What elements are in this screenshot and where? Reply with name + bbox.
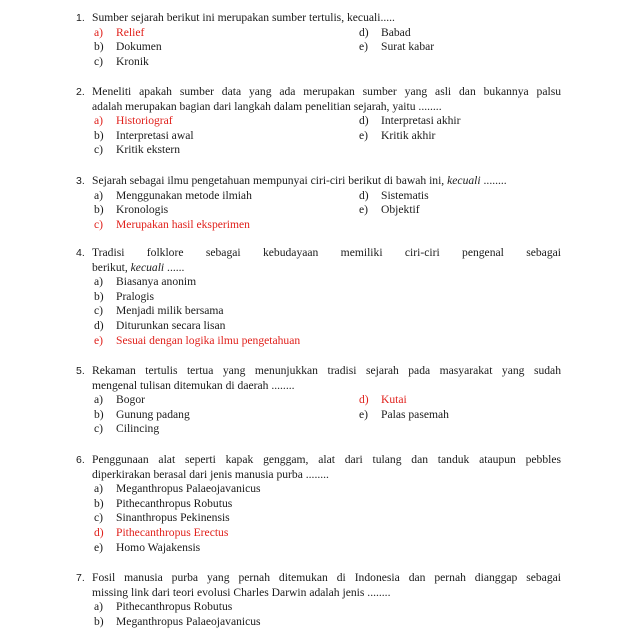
option-b: b) Meganthropus Palaeojavanicus xyxy=(94,614,261,628)
question-text-line-2: diperkirakan berasal dari jenis manusia purba ........ xyxy=(92,467,329,481)
question-text-line-1: Penggunaan alat seperti kapak genggam, alat dari tulang dan tanduk ataupun pebbles xyxy=(92,453,561,466)
question-text-line-2: adalah merupakan bagian dari langkah dalam penelitian sejarah, yaitu ........ xyxy=(92,99,442,113)
question-text-line-1: Rekaman tertulis tertua yang menunjukkan tradisi sejarah pada masyarakat yang sudah xyxy=(92,364,561,377)
options xyxy=(94,393,561,437)
option-d: d) Diturunkan secara lisan xyxy=(94,318,226,332)
options xyxy=(94,600,561,629)
option-c: c) Cilincing xyxy=(94,422,160,436)
option-b: b) Kronologis xyxy=(94,203,169,217)
question-number: 6. xyxy=(76,454,85,466)
option-c: c) Sinanthropus Pekinensis xyxy=(94,511,230,525)
question-text-line-2: berikut, kecuali ...... xyxy=(92,260,185,274)
question-number: 4. xyxy=(76,247,85,259)
question-text-line-2: mengenal tulisan ditemukan di daerah ........ xyxy=(92,378,295,392)
option-a: a) Biasanya anonim xyxy=(94,275,197,289)
question-5 xyxy=(76,364,561,437)
option-d: d) Sistematis xyxy=(359,188,429,202)
option-a: a) Menggunakan metode ilmiah xyxy=(94,188,252,202)
option-b: b) Pithecanthropus Robutus xyxy=(94,496,233,510)
option-d: d) Pithecanthropus Erectus xyxy=(94,525,229,539)
options xyxy=(94,275,561,348)
question-6 xyxy=(76,453,561,555)
option-e: e) Objektif xyxy=(359,203,420,217)
option-c: c) Menjadi milik bersama xyxy=(94,304,224,318)
options xyxy=(94,189,561,233)
option-e: e) Homo Wajakensis xyxy=(94,540,201,554)
option-e: e) Sesuai dengan logika ilmu pengetahuan xyxy=(94,333,301,347)
question-text-line-1: Fosil manusia purba yang pernah ditemukan di Indonesia dan pernah dianggap sebagai xyxy=(92,571,561,584)
emphasis-text: kecuali xyxy=(447,174,481,187)
emphasis-text: kecuali xyxy=(130,260,165,274)
option-a: a) Historiograf xyxy=(94,114,173,128)
option-d: d) Kutai xyxy=(359,393,407,407)
option-e: e) Kritik akhir xyxy=(359,128,436,142)
option-a: a) Pithecanthropus Robutus xyxy=(94,600,233,614)
question-number: 5. xyxy=(76,365,85,377)
option-b: b) Interpretasi awal xyxy=(94,128,194,142)
option-d: d) Interpretasi akhir xyxy=(359,114,461,128)
options xyxy=(94,26,561,70)
question-text: Sumber sejarah berikut ini merupakan sumber tertulis, kecuali..... xyxy=(92,11,395,24)
question-2 xyxy=(76,85,561,158)
option-a: a) Meganthropus Palaeojavanicus xyxy=(94,482,261,496)
question-number: 1. xyxy=(76,12,85,24)
question-text-line-1: Tradisi folklore sebagai kebudayaan memiliki ciri-ciri pengenal sebagai xyxy=(92,246,561,259)
options xyxy=(94,114,561,158)
option-c: c) Kritik ekstern xyxy=(94,143,181,157)
question-number: 2. xyxy=(76,86,85,98)
option-d: d) Babad xyxy=(359,25,411,39)
option-b: b) Pralogis xyxy=(94,289,155,303)
option-e: e) Surat kabar xyxy=(359,40,435,54)
option-a: a) Relief xyxy=(94,25,145,39)
option-c: c) Merupakan hasil eksperimen xyxy=(94,217,250,231)
question-number: 7. xyxy=(76,572,85,584)
question-7 xyxy=(76,571,561,629)
question-text-line-1: Meneliti apakah sumber data yang ada merupakan sumber yang asli dan bukannya palsu xyxy=(92,85,561,98)
option-b: b) Gunung padang xyxy=(94,407,190,421)
option-e: e) Palas pasemah xyxy=(359,407,449,421)
question-3 xyxy=(76,174,561,232)
option-a: a) Bogor xyxy=(94,393,145,407)
question-1 xyxy=(76,11,561,69)
option-b: b) Dokumen xyxy=(94,40,162,54)
question-4 xyxy=(76,246,561,348)
option-c: c) Kronik xyxy=(94,54,149,68)
question-text-line-2: missing link dari teori evolusi Charles Darwin adalah jenis ........ xyxy=(92,585,391,599)
question-number: 3. xyxy=(76,175,85,187)
options xyxy=(94,482,561,555)
question-text: Sejarah sebagai ilmu pengetahuan mempunyai ciri-ciri berikut di bawah ini, kecuali ........ xyxy=(92,174,507,187)
